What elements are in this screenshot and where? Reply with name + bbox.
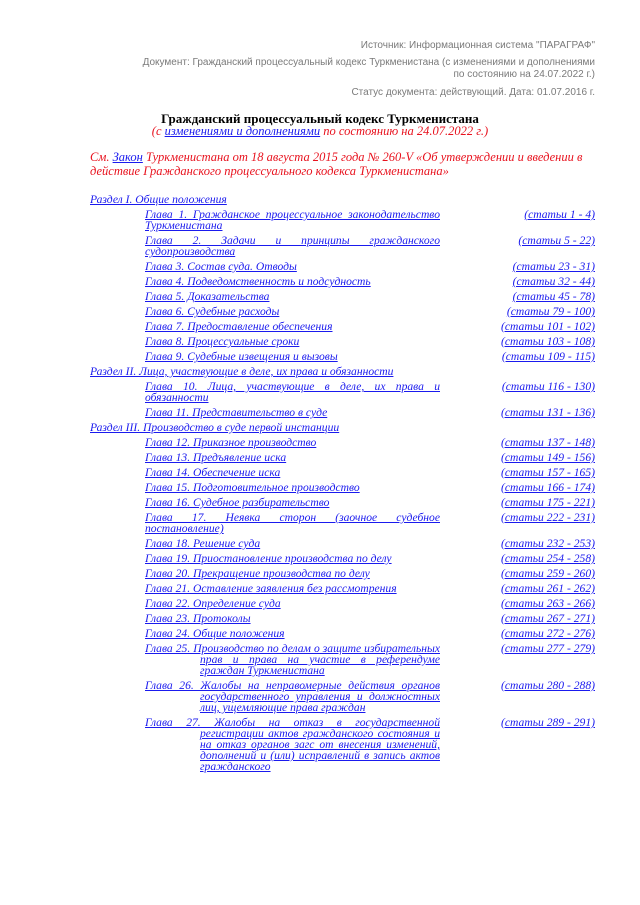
articles-link[interactable]: (статьи 79 - 100) [506, 305, 595, 318]
chapter-title-cell [145, 291, 440, 302]
articles-cell [440, 321, 595, 332]
toc-chapter-row [90, 643, 595, 676]
toc-chapter-row [90, 306, 595, 317]
toc-chapter-row [90, 336, 595, 347]
chapter-link[interactable]: Глава 20. Прекращение производства по делу [145, 567, 370, 580]
articles-cell [440, 467, 595, 478]
chapter-title-cell [145, 467, 440, 478]
chapter-title-cell [145, 209, 440, 231]
chapter-link[interactable]: Глава 9. Судебные извещения и вызовы [145, 350, 338, 363]
toc-chapter-row [90, 613, 595, 624]
toc-chapter-row [90, 291, 595, 302]
articles-link[interactable]: (статьи 116 - 130) [501, 380, 595, 393]
chapter-link[interactable]: Глава 6. Судебные расходы [145, 305, 280, 318]
toc-chapter-row [90, 512, 595, 534]
toc-chapter-row [90, 321, 595, 332]
chapter-link[interactable]: Глава 11. Представительство в суде [145, 406, 328, 419]
toc-chapter-row [90, 437, 595, 448]
chapter-link[interactable]: Глава 26. Жалобы на неправомерные действия органов государственного управления и должностных лиц, ущемляющие права граждан [145, 679, 440, 714]
document-subtitle [0, 124, 640, 139]
chapter-title-cell [145, 717, 440, 772]
toc-section [90, 194, 595, 205]
articles-link[interactable]: (статьи 45 - 78) [512, 290, 595, 303]
toc-chapter-row [90, 261, 595, 272]
chapter-title-cell [145, 452, 440, 463]
chapter-title-cell [145, 482, 440, 493]
articles-cell [440, 336, 595, 347]
articles-cell [440, 235, 595, 257]
chapter-title-cell [145, 336, 440, 347]
chapter-link[interactable]: Глава 7. Предоставление обеспечения [145, 320, 333, 333]
section-link[interactable]: Раздел I. Общие положения [90, 193, 227, 206]
chapter-link[interactable]: Глава 23. Протоколы [145, 612, 251, 625]
articles-cell [440, 568, 595, 579]
articles-link[interactable]: (статьи 263 - 266) [501, 597, 595, 610]
chapter-link[interactable]: Глава 12. Приказное производство [145, 436, 317, 449]
chapter-link[interactable]: Глава 13. Предъявление иска [145, 451, 287, 464]
chapter-link[interactable]: Глава 17. Неявка сторон (заочное судебное постановление) [145, 511, 440, 535]
articles-link[interactable]: (статьи 137 - 148) [501, 436, 595, 449]
articles-link[interactable]: (статьи 23 - 31) [512, 260, 595, 273]
articles-link[interactable]: (статьи 103 - 108) [501, 335, 595, 348]
articles-cell [440, 598, 595, 609]
toc-chapter-row [90, 583, 595, 594]
toc-chapter-row [90, 680, 595, 713]
chapter-link[interactable]: Глава 5. Доказательства [145, 290, 270, 303]
articles-cell [440, 276, 595, 287]
chapter-title-cell [145, 628, 440, 639]
chapter-link[interactable]: Глава 27. Жалобы на отказ в государственной регистрации актов гражданского состояния и на отказ органов загс от внесения изменений, дополнений и (или) исправлений в запись актов гражданского [145, 716, 440, 773]
articles-cell [440, 613, 595, 624]
chapter-link[interactable]: Глава 14. Обеспечение иска [145, 466, 281, 479]
chapter-link[interactable]: Глава 21. Оставление заявления без рассмотрения [145, 582, 397, 595]
chapter-link[interactable]: Глава 19. Приостановление производства по делу [145, 552, 392, 565]
articles-cell [440, 407, 595, 418]
section-link[interactable]: Раздел III. Производство в суде первой инстанции [90, 421, 340, 434]
articles-link[interactable]: (статьи 166 - 174) [501, 481, 595, 494]
articles-cell [440, 538, 595, 549]
articles-cell [440, 628, 595, 639]
articles-link[interactable]: (статьи 175 - 221) [501, 496, 595, 509]
articles-link[interactable]: (статьи 289 - 291) [501, 716, 595, 729]
articles-cell [440, 512, 595, 534]
document-line-1: Документ: Гражданский процессуальный кодекс Туркменистана (с изменениями и дополнениями [142, 57, 595, 68]
chapter-link[interactable]: Глава 4. Подведомственность и подсудность [145, 275, 371, 288]
chapter-link[interactable]: Глава 1. Гражданское процессуальное законодательство Туркменистана [145, 208, 440, 232]
chapter-title-cell [145, 306, 440, 317]
chapter-title-cell [145, 407, 440, 418]
chapter-title-cell [145, 381, 440, 403]
document-line [143, 57, 595, 81]
articles-link[interactable]: (статьи 131 - 136) [501, 406, 595, 419]
law-link[interactable]: Закон [112, 150, 143, 164]
toc-chapter-row [90, 553, 595, 564]
articles-cell [440, 553, 595, 564]
toc-section [90, 422, 595, 433]
table-of-contents [90, 194, 595, 776]
chapter-title-cell [145, 351, 440, 362]
articles-cell [440, 381, 595, 403]
chapter-title-cell [145, 568, 440, 579]
chapter-title-cell [145, 583, 440, 594]
articles-cell [440, 351, 595, 362]
chapter-title-cell [145, 497, 440, 508]
articles-link[interactable]: (статьи 261 - 262) [501, 582, 595, 595]
articles-link[interactable]: (статьи 232 - 253) [501, 537, 595, 550]
articles-link[interactable]: (статьи 267 - 271) [501, 612, 595, 625]
subtitle-suffix: по состоянию на 24.07.2022 г.) [320, 124, 489, 138]
source-line: Источник: Информационная система "ПАРАГРАФ" [360, 40, 595, 51]
articles-link[interactable]: (статьи 280 - 288) [501, 679, 595, 692]
articles-cell [440, 306, 595, 317]
chapter-title-cell [145, 276, 440, 287]
chapter-link[interactable]: Глава 25. Производство по делам о защите избирательных прав и права на участие в референдуме граждан Туркменистана [145, 642, 440, 677]
document-line-2: по состоянию на 24.07.2022 г.) [453, 69, 595, 80]
chapter-link[interactable]: Глава 8. Процессуальные сроки [145, 335, 300, 348]
chapter-title-cell [145, 437, 440, 448]
articles-cell [440, 482, 595, 493]
chapter-title-cell [145, 235, 440, 257]
toc-chapter-row [90, 452, 595, 463]
articles-cell [440, 437, 595, 448]
articles-cell [440, 261, 595, 272]
articles-link[interactable]: (статьи 259 - 260) [501, 567, 595, 580]
chapter-title-cell [145, 598, 440, 609]
articles-link[interactable]: (статьи 1 - 4) [524, 208, 595, 221]
chapter-link[interactable]: Глава 22. Определение суда [145, 597, 281, 610]
toc-chapter-row [90, 538, 595, 549]
subtitle-prefix: (с [151, 124, 165, 138]
section-link[interactable]: Раздел II. Лица, участвующие в деле, их права и обязанности [90, 365, 394, 378]
chapter-title-cell [145, 613, 440, 624]
document-title: Гражданский процессуальный кодекс Туркменистана [161, 111, 479, 126]
toc-chapter-row [90, 568, 595, 579]
toc-chapter-row [90, 598, 595, 609]
articles-cell [440, 291, 595, 302]
chapter-link[interactable]: Глава 16. Судебное разбирательство [145, 496, 330, 509]
articles-cell [440, 680, 595, 713]
chapter-title-cell [145, 643, 440, 676]
chapter-link[interactable]: Глава 3. Состав суда. Отводы [145, 260, 297, 273]
see-suffix: Туркменистана от 18 августа 2015 года № 260-V «Об утверждении и введении в действие Гражданского процессуального кодекса Туркменистана» [90, 150, 583, 178]
articles-link[interactable]: (статьи 277 - 279) [501, 642, 595, 655]
amendments-link[interactable]: изменениями и дополнениями [164, 124, 321, 138]
toc-chapter-row [90, 628, 595, 639]
chapter-title-cell [145, 680, 440, 713]
chapter-link[interactable]: Глава 10. Лица, участвующие в деле, их права и обязанности [145, 380, 440, 404]
articles-cell [440, 497, 595, 508]
articles-link[interactable]: (статьи 254 - 258) [501, 552, 595, 565]
toc-chapter-row [90, 209, 595, 231]
articles-link[interactable]: (статьи 32 - 44) [512, 275, 595, 288]
articles-cell [440, 643, 595, 676]
toc-chapter-row [90, 407, 595, 418]
articles-link[interactable]: (статьи 109 - 115) [501, 350, 595, 363]
chapter-link[interactable]: Глава 18. Решение суда [145, 537, 261, 550]
see-also-note [90, 150, 595, 178]
toc-chapter-row [90, 717, 595, 772]
chapter-title-cell [145, 261, 440, 272]
chapter-link[interactable]: Глава 24. Общие положения [145, 627, 285, 640]
chapter-title-cell [145, 321, 440, 332]
articles-link[interactable]: (статьи 149 - 156) [501, 451, 595, 464]
chapter-link[interactable]: Глава 15. Подготовительное производство [145, 481, 360, 494]
toc-chapter-row [90, 482, 595, 493]
articles-cell [440, 452, 595, 463]
toc-chapter-row [90, 351, 595, 362]
toc-chapter-row [90, 235, 595, 257]
articles-link[interactable]: (статьи 222 - 231) [501, 511, 595, 524]
articles-cell [440, 209, 595, 231]
chapter-title-cell [145, 512, 440, 534]
chapter-title-cell [145, 538, 440, 549]
status-line: Статус документа: действующий. Дата: 01.07.2016 г. [351, 87, 595, 98]
toc-section [90, 366, 595, 377]
toc-chapter-row [90, 381, 595, 403]
toc-chapter-row [90, 276, 595, 287]
chapter-link[interactable]: Глава 2. Задачи и принципы гражданского судопроизводства [145, 234, 440, 258]
articles-cell [440, 583, 595, 594]
toc-chapter-row [90, 497, 595, 508]
articles-cell [440, 717, 595, 772]
chapter-title-cell [145, 553, 440, 564]
articles-link[interactable]: (статьи 5 - 22) [518, 234, 595, 247]
toc-chapter-row [90, 467, 595, 478]
articles-link[interactable]: (статьи 101 - 102) [501, 320, 595, 333]
articles-link[interactable]: (статьи 272 - 276) [501, 627, 595, 640]
see-prefix: См. [90, 150, 113, 164]
articles-link[interactable]: (статьи 157 - 165) [501, 466, 595, 479]
